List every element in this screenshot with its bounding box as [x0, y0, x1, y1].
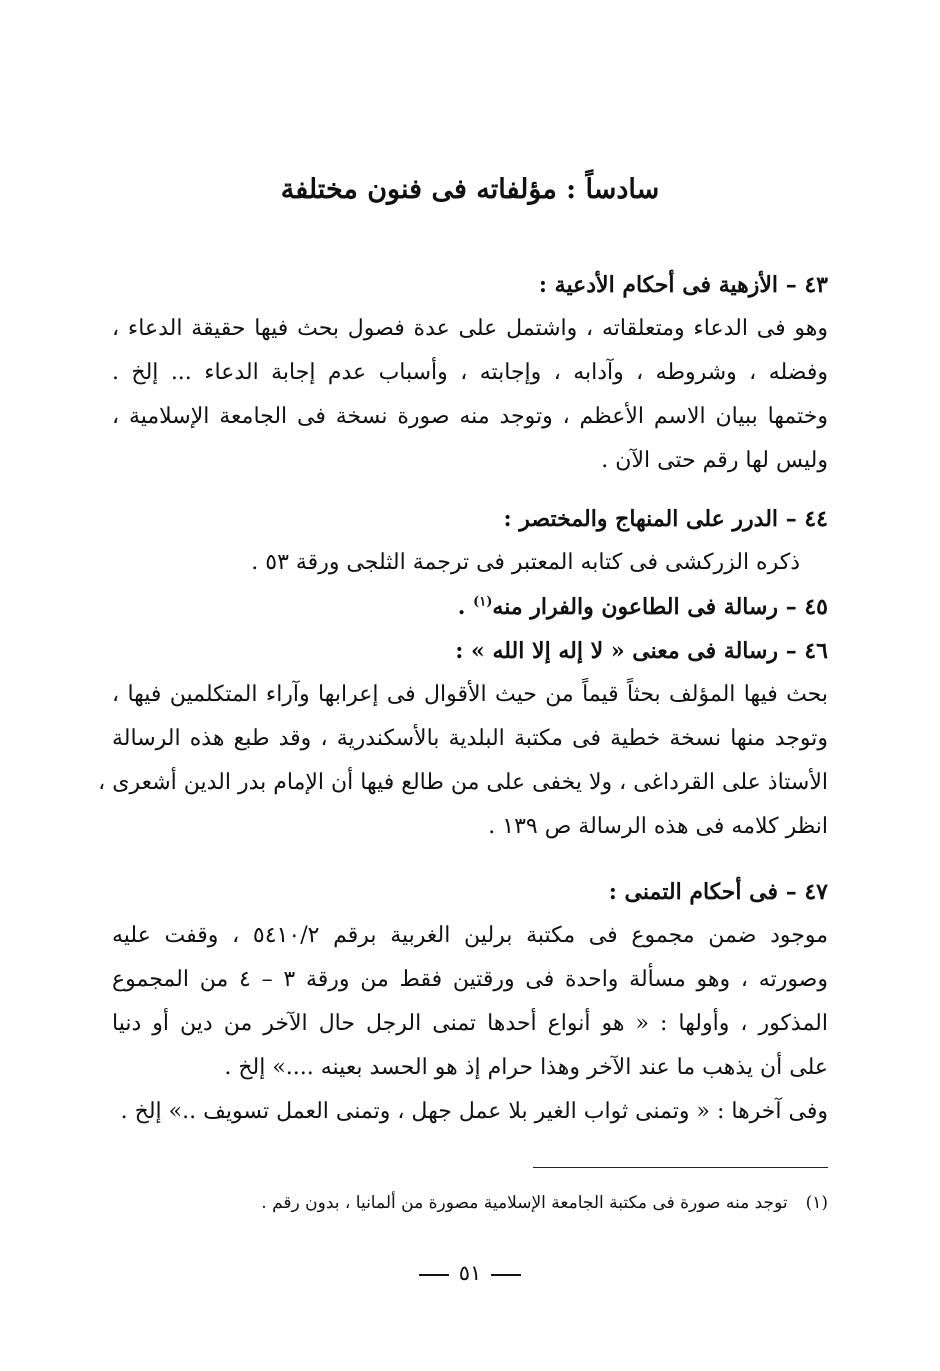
page-number-dash-right: [419, 1274, 449, 1276]
entry-46-line-1: بحث فيها المؤلف بحثاً قيماً من حيث الأقوال فى إعرابها وآراء المتكلمين فيها ،: [112, 682, 828, 707]
entry-43-line-2: وفضله ، وشروطه ، وآدابه ، وإجابته ، وأسباب عدم إجابة الدعاء ... إلخ .: [112, 360, 828, 385]
entry-47-line-4: على أن يذهب ما عند الآخر وهذا حرام إذ هو الحسد بعينه ....» إلخ .: [224, 1055, 828, 1080]
entry-47-line-2: وصورته ، وهو مسألة واحدة فى ورقتين فقط من ورقة ٣ – ٤ من المجموع: [112, 967, 828, 992]
entry-46-heading: ٤٦ – رسالة فى معنى « لا إله إلا الله » :: [455, 638, 828, 664]
footnote-text: توجد منه صورة فى مكتبة الجامعة الإسلامية مصورة من ألمانيا ، بدون رقم .: [261, 1193, 788, 1213]
entry-47-heading: ٤٧ – فى أحكام التمنى :: [608, 879, 828, 905]
section-title: سادساً : مؤلفاته فى فنون مختلفة: [280, 174, 660, 205]
page-number-dash-left: [491, 1274, 521, 1276]
entry-46-line-4: انظر كلامه فى هذه الرسالة ص ١٣٩ .: [488, 814, 828, 839]
entry-46-line-3: الأستاذ على القرداغى ، ولا يخفى على من طالع فيها أن الإمام بدر الدين أشعرى ،: [98, 770, 828, 795]
entry-45-heading: [458, 585, 828, 629]
entry-47-line-1: موجود ضمن مجموع فى مكتبة برلين الغربية برقم ٥٤١٠/٢ ، وقفت عليه: [112, 923, 829, 948]
page-number-value: ٥١: [458, 1261, 482, 1285]
footnote: [261, 1186, 828, 1220]
entry-45-end: .: [457, 594, 474, 620]
page-number: [0, 1253, 940, 1293]
entry-43-line-3: وختمها ببيان الاسم الأعظم ، وتوجد منه صورة نسخة فى الجامعة الإسلامية ،: [112, 404, 828, 429]
entry-45-title: ٤٥ – رسالة فى الطاعون والفرار منه: [492, 594, 828, 620]
entry-47-line-5: وفى آخرها : « وتمنى ثواب الغير بلا عمل جهل ، وتمنى العمل تسويف ..» إلخ .: [120, 1099, 828, 1124]
entry-46-line-2: وتوجد منها نسخة خطية فى مكتبة البلدية بالأسكندرية ، وقد طبع هذه الرسالة: [112, 726, 828, 751]
footnote-reference: (١): [473, 594, 493, 610]
entry-44-line-1: ذكره الزركشى فى كتابه المعتبر فى ترجمة الثلجى ورقة ٥٣ .: [251, 550, 800, 575]
entry-44-heading: ٤٤ – الدرر على المنهاج والمختصر :: [503, 506, 828, 532]
entry-43-line-1: وهو فى الدعاء ومتعلقاته ، واشتمل على عدة فصول بحث فيها حقيقة الدعاء ،: [112, 316, 828, 341]
entry-47-line-3: المذكور ، وأولها : « هو أنواع أحدها تمنى الرجل حال الآخر من دين أو دنيا: [112, 1011, 828, 1036]
entry-43-heading: ٤٣ – الأزهية فى أحكام الأدعية :: [538, 272, 828, 298]
footnote-divider: [533, 1167, 828, 1168]
entry-43-line-4: وليس لها رقم حتى الآن .: [601, 448, 828, 473]
footnote-mark: (١): [805, 1193, 828, 1213]
